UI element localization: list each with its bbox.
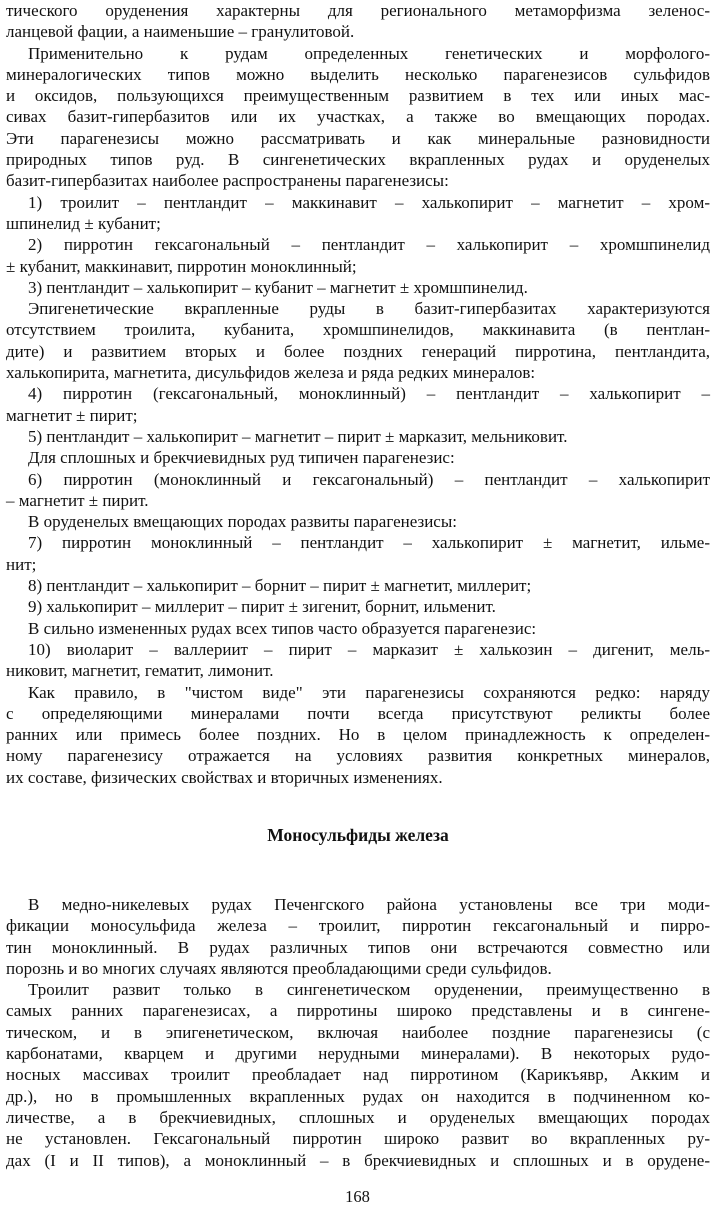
text-line: 3) пентландит – халькопирит – кубанит – магнетит ± хромшпинелид. <box>28 277 528 297</box>
text-line: с определяющими минералами почти всегда присутствуют реликты более <box>6 703 710 723</box>
text-line: тическом, и в эпигенетическом, включая наиболее поздние парагенезисы (с <box>6 1022 710 1042</box>
text-line: др.), но в промышленных вкрапленных рудах он находится в подчиненном ко- <box>6 1086 710 1106</box>
text-line: Эти парагенезисы можно рассматривать и как минеральные разновидности <box>6 128 710 148</box>
text-line: Применительно к рудам определенных генетических и морфолого- <box>28 43 710 63</box>
text-line: 9) халькопирит – миллерит – пирит ± зигенит, борнит, ильменит. <box>28 597 496 617</box>
text-line: 1) троилит – пентландит – маккинавит – халькопирит – магнетит – хром- <box>28 192 710 212</box>
text-line: 10) виоларит – валлериит – пирит – марказит ± халькозин – дигенит, мель- <box>28 639 710 659</box>
text-line: 2) пирротин гексагональный – пентландит – халькопирит – хромшпинелид <box>28 235 710 255</box>
section-heading: Моносульфиды железа <box>267 825 449 845</box>
text-line: – магнетит ± пирит. <box>6 490 149 510</box>
text-line: природных типов руд. В сингенетических вкрапленных рудах и оруденелых <box>6 150 710 170</box>
text-line: 6) пирротин (моноклинный и гексагональный) – пентландит – халькопирит <box>28 469 710 489</box>
text-line: карбонатами, кварцем и другими нерудными минералами). В некоторых рудо- <box>6 1044 710 1064</box>
text-line: не установлен. Гексагональный пирротин широко развит во вкрапленных ру- <box>6 1129 710 1149</box>
text-line: дах (I и II типов), а моноклинный – в брекчиевидных и сплошных и в орудене- <box>6 1150 710 1170</box>
text-line: никовит, магнетит, гематит, лимонит. <box>6 661 274 681</box>
text-line: носных массивах троилит преобладает над пирротином (Карикъявр, Акким и <box>6 1065 710 1085</box>
text-line: Эпигенетические вкрапленные руды в базит-гипербазитах характеризуются <box>28 299 710 319</box>
text-line: фикации моносульфида железа – троилит, пирротин гексагональный и пирро- <box>6 916 710 936</box>
text-line: шпинелид ± кубанит; <box>6 213 161 233</box>
text-line: самых ранних парагенезисах, а пирротины широко представлены и в сингене- <box>6 1001 710 1021</box>
text-line: ланцевой фации, а наименьшие – гранулитовой. <box>6 22 355 42</box>
text-line: дите) и развитием вторых и более поздних генераций пирротина, пентландита, <box>6 341 710 361</box>
text-block-parageneses <box>6 0 710 788</box>
text-line: Троилит развит только в сингенетическом оруденении, преимущественно в <box>28 980 710 1000</box>
document-page <box>6 0 710 1170</box>
text-line: тического оруденения характерны для регионального метаморфизма зеленос- <box>6 1 710 20</box>
page-number: 168 <box>345 1187 370 1206</box>
text-line: халькопирита, магнетита, дисульфидов железа и ряда редких минералов: <box>6 363 536 383</box>
text-line: 8) пентландит – халькопирит – борнит – пирит ± магнетит, миллерит; <box>28 576 532 596</box>
text-block-monosulfides <box>6 894 710 1171</box>
text-line: 7) пирротин моноклинный – пентландит – халькопирит ± магнетит, ильме- <box>28 533 710 553</box>
text-line: ранних или примесь более поздних. Но в целом принадлежность к определен- <box>6 725 710 745</box>
text-line: ± кубанит, маккинавит, пирротин моноклинный; <box>6 256 357 276</box>
text-line: нит; <box>6 554 37 574</box>
text-line: 5) пентландит – халькопирит – магнетит – пирит ± марказит, мельниковит. <box>28 426 568 446</box>
text-line: личестве, а в брекчиевидных, сплошных и оруденелых вмещающих породах <box>6 1107 710 1127</box>
text-line: 4) пирротин (гексагональный, моноклинный) – пентландит – халькопирит – <box>28 384 710 404</box>
text-line: Как правило, в "чистом виде" эти парагенезисы сохраняются редко: наряду <box>28 682 710 702</box>
text-line: В сильно измененных рудах всех типов часто образуется парагенезис: <box>28 618 537 638</box>
text-line: и оксидов, пользующихся преимущественным развитием в тех или иных мас- <box>6 86 710 106</box>
text-line: тин моноклинный. В рудах различных типов они встречаются совместно или <box>6 937 710 957</box>
text-line: минералогических типов можно выделить несколько парагенезисов сульфидов <box>6 64 710 84</box>
text-line: В оруденелых вмещающих породах развиты парагенезисы: <box>28 512 457 532</box>
text-line: Для сплошных и брекчиевидных руд типичен парагенезис: <box>28 448 455 468</box>
text-line: сивах базит-гипербазитов или их участках, а также во вмещающих породах. <box>6 107 710 127</box>
text-line: отсутствием троилита, кубанита, хромшпинелидов, маккинавита (в пентлан- <box>6 320 710 340</box>
text-line: магнетит ± пирит; <box>6 405 138 425</box>
text-line: порознь и во многих случаях являются преобладающими среди сульфидов. <box>6 958 552 978</box>
text-line: В медно-никелевых рудах Печенгского района установлены все три моди- <box>28 895 710 914</box>
text-line: ному парагенезису отражается на условиях развития конкретных минералов, <box>6 746 710 766</box>
text-line: их составе, физических свойствах и вторичных изменениях. <box>6 767 443 787</box>
text-line: базит-гипербазитах наиболее распространены парагенезисы: <box>6 171 449 191</box>
